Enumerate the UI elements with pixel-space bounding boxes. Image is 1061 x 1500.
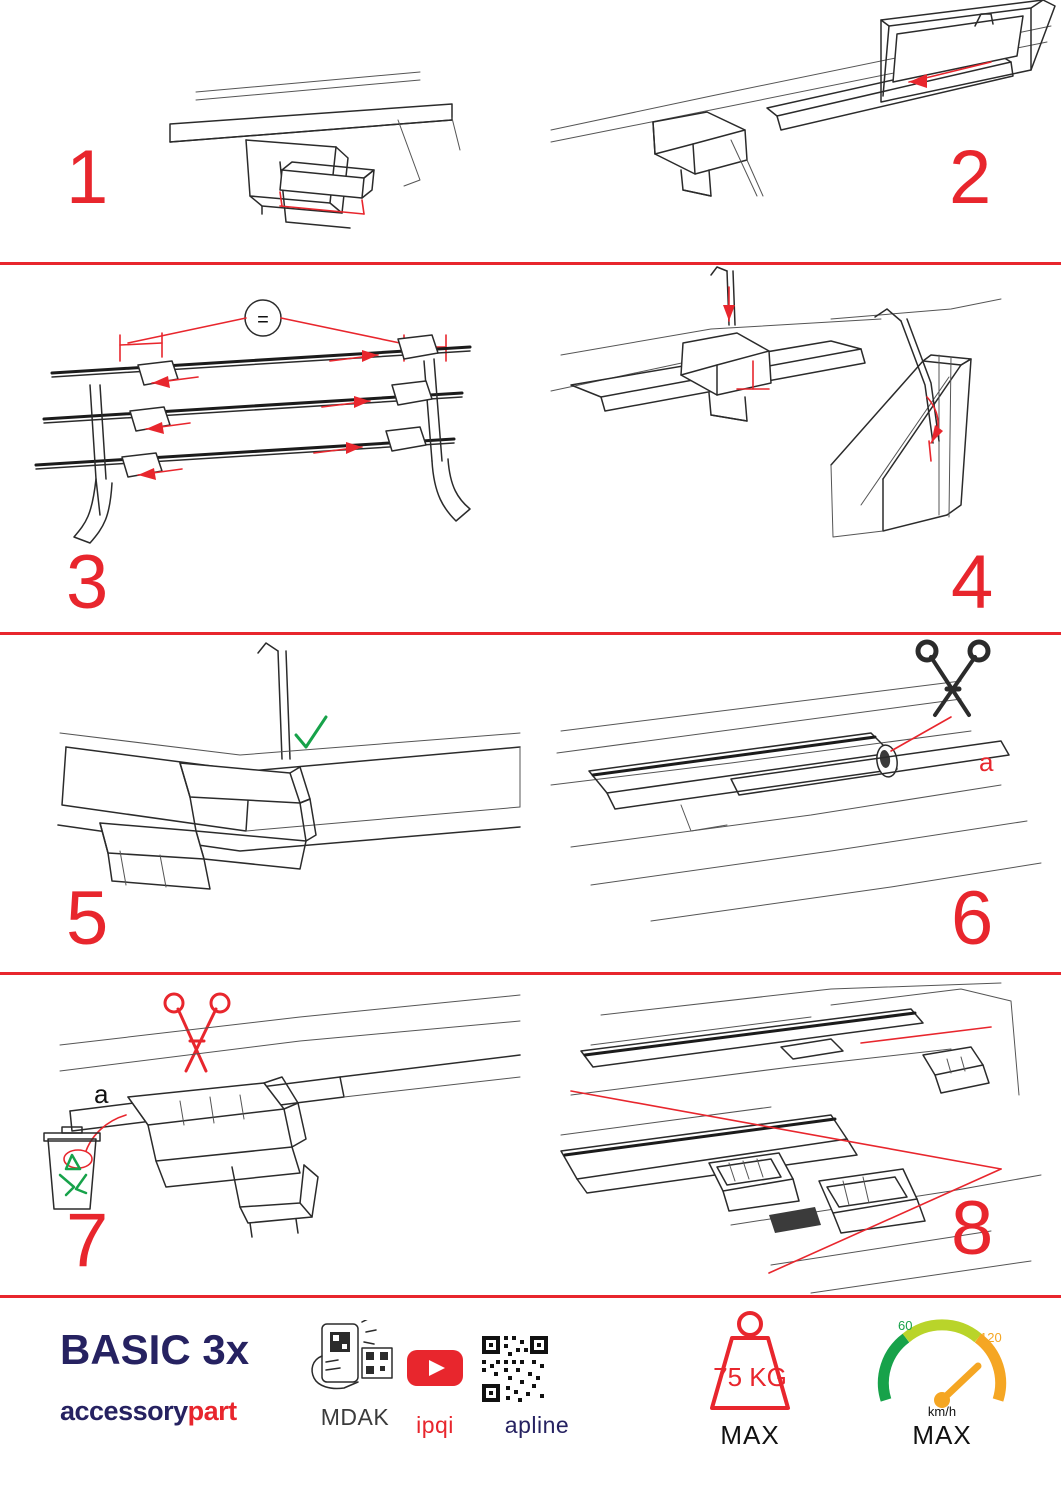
scissors-icon-red	[165, 994, 229, 1071]
step-5-panel	[0, 635, 530, 972]
qr-code-icon[interactable]	[480, 1334, 550, 1404]
brand-name-part1: accessory	[60, 1396, 188, 1426]
hand-phone-qr-icon	[300, 1320, 410, 1398]
step-1-number: 1	[66, 135, 107, 220]
max-speed-block	[862, 1308, 1022, 1451]
apline-logo-block	[478, 1406, 596, 1439]
brand-name-part2: part	[187, 1396, 237, 1426]
ipqi-logo-block	[392, 1406, 478, 1439]
step-7-panel	[0, 975, 530, 1295]
step-8-panel	[531, 975, 1061, 1295]
scissors-icon	[918, 642, 988, 715]
youtube-logo-block[interactable]	[405, 1346, 465, 1388]
step-1-panel	[0, 0, 530, 262]
step-3-panel	[0, 265, 530, 632]
speed-unit: km/h	[927, 1404, 957, 1418]
step-7-number: 7	[66, 1198, 107, 1283]
recycle-bin-icon	[44, 1127, 100, 1209]
max-load-value: 75 KG	[713, 1362, 787, 1392]
max-load-block	[670, 1308, 830, 1451]
speedometer-icon	[862, 1308, 1022, 1418]
step-2-illustration	[531, 0, 1061, 262]
step-2-panel	[531, 0, 1061, 262]
step-1-illustration	[0, 0, 530, 262]
apline-caption: apline	[504, 1412, 570, 1438]
svg-text:=: =	[257, 309, 269, 331]
step-5-number: 5	[66, 876, 107, 961]
speed-tick-high: 120	[980, 1330, 1002, 1345]
cut-label-a: a	[94, 1079, 109, 1109]
brand-model	[60, 1326, 290, 1374]
step-6-number: 6	[951, 876, 992, 961]
step-2-number: 2	[949, 135, 990, 220]
brand-model-text: BASIC 3	[60, 1326, 226, 1373]
mdak-caption: MDAK	[320, 1404, 390, 1430]
brand-block	[60, 1326, 290, 1427]
max-load-caption: MAX	[720, 1420, 780, 1450]
brand-name	[60, 1396, 290, 1427]
cut-label-a: a	[979, 747, 994, 777]
footer	[0, 1298, 1061, 1500]
step-4-number: 4	[951, 540, 992, 625]
ipqi-caption: ipqi	[416, 1412, 454, 1438]
brand-model-suffix: x	[225, 1326, 250, 1373]
weight-icon	[670, 1308, 830, 1418]
youtube-icon[interactable]	[405, 1346, 465, 1388]
qr-code-block[interactable]	[480, 1334, 550, 1404]
step-3-number: 3	[66, 540, 107, 625]
speed-tick-low: 60	[898, 1318, 913, 1333]
step-4-panel	[531, 265, 1061, 632]
step-8-number: 8	[951, 1186, 992, 1271]
step-6-panel	[531, 635, 1061, 972]
max-speed-caption: MAX	[912, 1420, 972, 1450]
